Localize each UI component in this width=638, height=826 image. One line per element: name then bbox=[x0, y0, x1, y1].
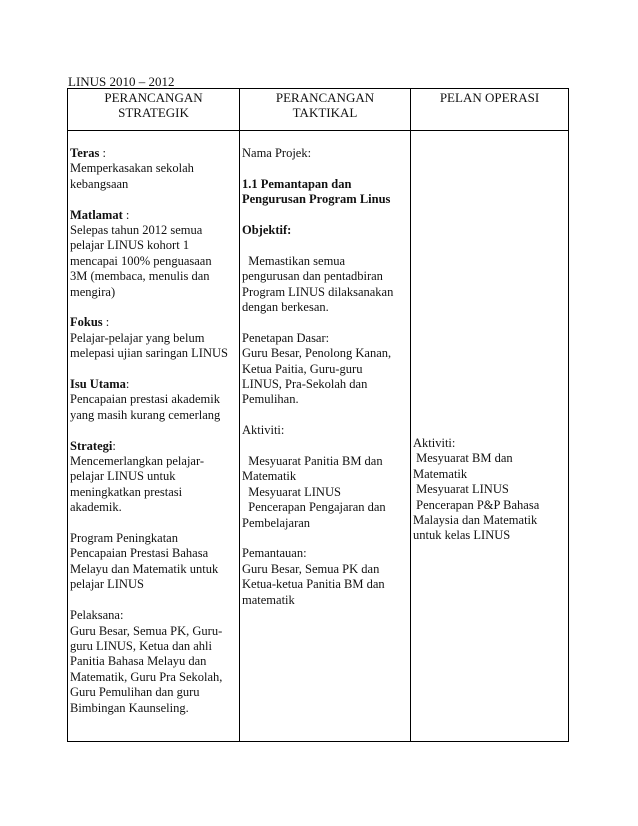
cell-strategik bbox=[68, 131, 240, 742]
aktiviti-line: Pembelajaran bbox=[242, 515, 311, 530]
objektif-line: dengan berkesan. bbox=[242, 300, 329, 315]
penetapan-line: Pemulihan. bbox=[242, 392, 299, 407]
pelaksana-line: Guru Besar, Semua PK, Guru- bbox=[70, 623, 223, 638]
program-line: Program Peningkatan bbox=[70, 531, 178, 546]
nama-projek-label: Nama Projek: bbox=[242, 146, 312, 160]
teras-label: Teras bbox=[70, 146, 100, 160]
header-operasi-line1: PELAN OPERASI bbox=[439, 90, 540, 105]
operasi-aktiviti-label: Aktiviti: bbox=[413, 436, 456, 450]
aktiviti-line: Matematik bbox=[242, 469, 297, 484]
program-line: pelajar LINUS bbox=[70, 577, 144, 592]
pemantauan-line: Guru Besar, Semua PK dan bbox=[242, 561, 380, 576]
matlamat-line: mencapai 100% penguasaan bbox=[70, 253, 212, 268]
operasi-line: Pencerapan P&P Bahasa bbox=[413, 497, 540, 512]
document-title: LINUS 2010 – 2012 bbox=[68, 74, 175, 89]
strategi-label: Strategi bbox=[70, 438, 113, 453]
strategi-line: Mencemerlangkan pelajar- bbox=[70, 454, 205, 469]
pelaksana-line: guru LINUS, Ketua dan ahli bbox=[70, 638, 212, 653]
operasi-line: Mesyuarat BM dan bbox=[413, 451, 513, 466]
pemantauan-label: Pemantauan: bbox=[242, 546, 307, 561]
fokus-line: Pelajar-pelajar yang belum bbox=[70, 330, 205, 345]
strategi-line: akademik. bbox=[70, 500, 122, 515]
pelaksana-line: Guru Pemulihan dan guru bbox=[70, 685, 200, 700]
objektif-line: Program LINUS dilaksanakan bbox=[242, 284, 394, 299]
aktiviti-line: Mesyuarat LINUS bbox=[242, 484, 341, 499]
matlamat-label: Matlamat bbox=[70, 207, 123, 222]
projek-title-line: 1.1 Pemantapan dan bbox=[242, 176, 352, 191]
teras-sep: : bbox=[99, 146, 107, 160]
teras-line: Memperkasakan sekolah bbox=[70, 161, 194, 176]
planning-table bbox=[67, 88, 569, 742]
operasi-line: Mesyuarat LINUS bbox=[413, 482, 509, 497]
header-taktikal-line1: PERANCANGAN bbox=[275, 90, 375, 105]
header-strategik bbox=[68, 89, 240, 131]
pelaksana-line: Panitia Bahasa Melayu dan bbox=[70, 654, 207, 669]
isu-label: Isu Utama bbox=[70, 377, 126, 392]
projek-title-line: Pengurusan Program Linus bbox=[242, 192, 391, 207]
matlamat-sep: : bbox=[122, 207, 130, 222]
aktiviti-label: Aktiviti: bbox=[242, 423, 285, 438]
operasi-line: Malaysia dan Matematik bbox=[413, 513, 538, 528]
pelaksana-line: Bimbingan Kaunseling. bbox=[70, 700, 189, 715]
aktiviti-line: Mesyuarat Panitia BM dan bbox=[242, 454, 383, 469]
strategi-line: pelajar LINUS untuk bbox=[70, 469, 176, 484]
penetapan-label: Penetapan Dasar: bbox=[242, 330, 330, 345]
content-row bbox=[68, 131, 569, 742]
program-line: Pencapaian Prestasi Bahasa bbox=[70, 546, 209, 561]
cell-taktikal bbox=[240, 131, 411, 742]
cell-operasi bbox=[411, 131, 569, 742]
objektif-line: Memastikan semua bbox=[242, 253, 346, 268]
matlamat-line: 3M (membaca, menulis dan bbox=[70, 269, 210, 284]
fokus-sep: : bbox=[102, 315, 110, 330]
program-line: Melayu dan Matematik untuk bbox=[70, 561, 219, 576]
teras-line: kebangsaan bbox=[70, 176, 129, 191]
header-row bbox=[68, 89, 569, 131]
penetapan-line: LINUS, Pra-Sekolah dan bbox=[242, 377, 368, 392]
objektif-label: Objektif: bbox=[242, 223, 292, 237]
strategi-sep: : bbox=[112, 438, 116, 453]
header-taktikal-line2: TAKTIKAL bbox=[292, 105, 358, 120]
isu-sep: : bbox=[125, 377, 130, 392]
header-taktikal bbox=[240, 89, 411, 131]
pemantauan-line: Ketua-ketua Panitia BM dan bbox=[242, 577, 385, 592]
operasi-line: Matematik bbox=[413, 466, 468, 481]
header-strategik-line1: PERANCANGAN bbox=[104, 90, 203, 105]
header-operasi bbox=[411, 89, 569, 131]
penetapan-line: Guru Besar, Penolong Kanan, bbox=[242, 346, 392, 361]
operasi-line: untuk kelas LINUS bbox=[413, 528, 511, 543]
pemantauan-line: matematik bbox=[242, 592, 295, 607]
aktiviti-line: Pencerapan Pengajaran dan bbox=[242, 500, 386, 515]
matlamat-line: mengira) bbox=[70, 284, 116, 299]
pelaksana-line: Matematik, Guru Pra Sekolah, bbox=[70, 669, 223, 684]
fokus-line: melepasi ujian saringan LINUS bbox=[70, 346, 228, 361]
isu-line: yang masih kurang cemerlang bbox=[70, 407, 221, 422]
matlamat-line: pelajar LINUS kohort 1 bbox=[70, 238, 190, 253]
fokus-label: Fokus bbox=[70, 315, 103, 330]
header-strategik-line2: STRATEGIK bbox=[118, 105, 189, 120]
strategi-line: meningkatkan prestasi bbox=[70, 484, 183, 499]
isu-line: Pencapaian prestasi akademik bbox=[70, 392, 220, 407]
objektif-line: pengurusan dan pentadbiran bbox=[242, 269, 383, 284]
matlamat-line: Selepas tahun 2012 semua bbox=[70, 223, 203, 238]
penetapan-line: Ketua Paitia, Guru-guru bbox=[242, 361, 363, 376]
pelaksana-label: Pelaksana: bbox=[70, 608, 124, 623]
